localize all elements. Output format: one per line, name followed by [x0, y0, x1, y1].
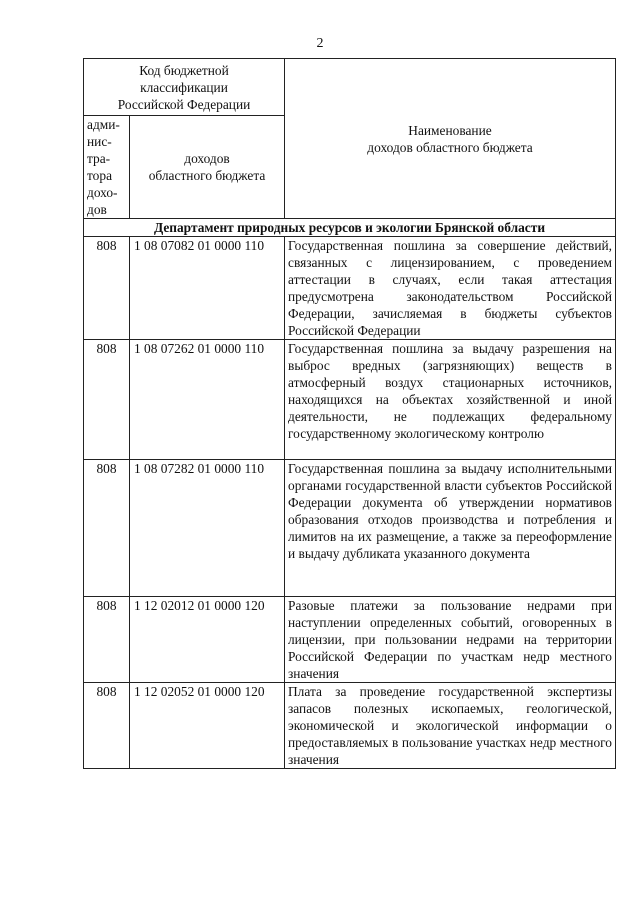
- header-income-name: Наименование доходов областного бюджета: [285, 59, 616, 219]
- table-row: [84, 340, 616, 460]
- department-title: Департамент природных ресурсов и экологии Брянской области: [84, 219, 616, 237]
- income-code-cell: 1 08 07082 01 0000 110: [130, 237, 285, 340]
- income-name-cell: Разовые платежи за пользование недрами при наступлении определенных событий, оговоренных в лицензии, при пользовании недрами на территории Российской Федерации по участкам недр местного значения: [285, 597, 616, 683]
- header-administrator: адми- нис- тра- тора дохо- дов: [84, 116, 130, 219]
- header-income-code: доходов областного бюджета: [130, 116, 285, 219]
- income-code-cell: 1 12 02012 01 0000 120: [130, 597, 285, 683]
- table-row: [84, 597, 616, 683]
- admin-code-cell: 808: [84, 237, 130, 340]
- admin-code-cell: 808: [84, 683, 130, 769]
- table-row: [84, 683, 616, 769]
- table-row: [84, 237, 616, 340]
- table-row: [84, 460, 616, 597]
- department-row: [84, 219, 616, 237]
- admin-code-cell: 808: [84, 340, 130, 460]
- page-number: 2: [316, 36, 324, 51]
- income-code-cell: 1 12 02052 01 0000 120: [130, 683, 285, 769]
- income-name-cell: Государственная пошлина за выдачу разрешения на выброс вредных (загрязняющих) веществ в атмосферный воздух стационарных источников, находящихся на объектах хозяйственной и иной деятельности, не подлежащих федеральному государственному экологическому контролю: [285, 340, 616, 460]
- income-name-cell: Плата за проведение государственной экспертизы запасов полезных ископаемых, геологической, экономической и экологической информации о предоставляемых в пользование участках недр местного значения: [285, 683, 616, 769]
- income-code-cell: 1 08 07282 01 0000 110: [130, 460, 285, 597]
- income-name-cell: Государственная пошлина за выдачу исполнительными органами государственной власти субъектов Российской Федерации документа об утверждении нормативов образования отходов производства и потребления и лимитов на их размещение, а также за переоформление и выдачу дубликата указанного документа: [285, 460, 616, 597]
- header-budget-code-group: Код бюджетной классификации Российской Федерации: [84, 59, 285, 116]
- admin-code-cell: 808: [84, 597, 130, 683]
- budget-classification-table: [83, 58, 616, 769]
- admin-code-cell: 808: [84, 460, 130, 597]
- income-name-cell: Государственная пошлина за совершение действий, связанных с лицензированием, с проведением аттестации в случаях, если такая аттестация предусмотрена законодательством Российской Федерации, зачисляемая в бюджеты субъектов Российской Федерации: [285, 237, 616, 340]
- table-header-row-1: [84, 59, 616, 116]
- income-code-cell: 1 08 07262 01 0000 110: [130, 340, 285, 460]
